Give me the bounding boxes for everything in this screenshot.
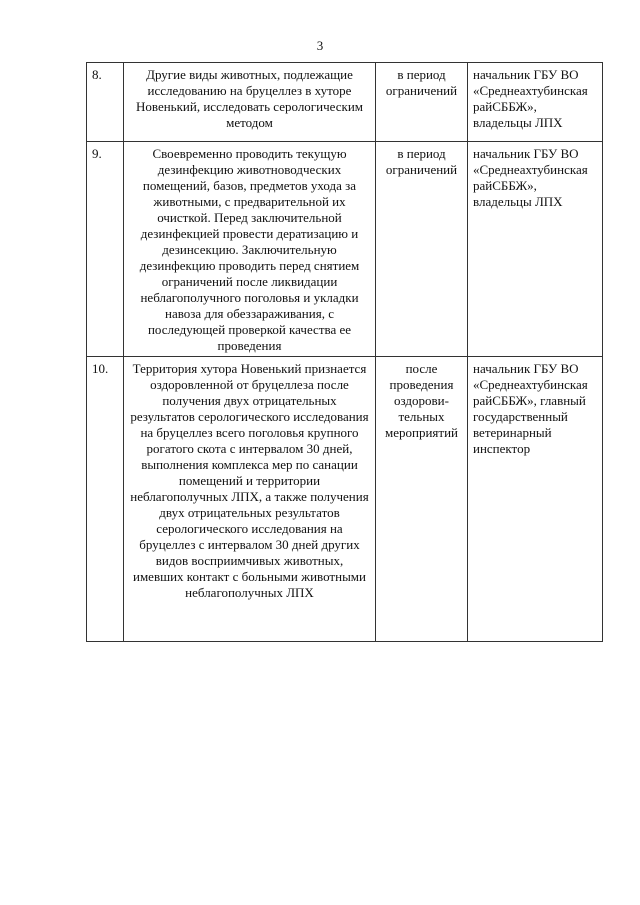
measure-responsible: начальник ГБУ ВО «Среднеахтубинская райСББЖ», главный государственный ветеринарный инспектор <box>468 357 603 642</box>
measure-description: Другие виды животных, подлежащие исследованию на бруцеллез в хуторе Новенький, исследовать серологическим методом <box>124 63 376 142</box>
measure-term: после проведения оздорови-тельных мероприятий <box>376 357 468 642</box>
measures-table <box>86 62 603 642</box>
measure-responsible: начальник ГБУ ВО «Среднеахтубинская райСББЖ», владельцы ЛПХ <box>468 142 603 357</box>
table-row <box>87 142 603 357</box>
measure-term: в период ограничений <box>376 63 468 142</box>
row-number: 9. <box>87 142 124 357</box>
measure-description: Территория хутора Новенький признается оздоровленной от бруцеллеза после получения двух отрицательных результатов серологического исследования на бруцеллез всего поголовья крупного рогатого скота с интервалом 30 дней, выполнения комплекса мер по санации помещений и территории неблагополучных ЛПХ, а также получения двух отрицательных результатов серологического исследования на бруцеллез с интервалом 30 дней других видов восприимчивых животных, имевших контакт с больными животными неблагополучных ЛПХ <box>124 357 376 642</box>
page-number: 3 <box>316 38 324 53</box>
row-number: 10. <box>87 357 124 642</box>
measure-term: в период ограничений <box>376 142 468 357</box>
measure-responsible: начальник ГБУ ВО «Среднеахтубинская райСББЖ», владельцы ЛПХ <box>468 63 603 142</box>
table-row <box>87 63 603 142</box>
row-number: 8. <box>87 63 124 142</box>
table-row <box>87 357 603 642</box>
measure-description: Своевременно проводить текущую дезинфекцию животноводческих помещений, базов, предметов ухода за животными, с предварительной их очисткой. Перед заключительной дезинфекцией провести дератизацию и дезинсекцию. Заключительную дезинфекцию проводить перед снятием ограничений после ликвидации неблагополучного поголовья и укладки навоза для обеззараживания, с последующей проверкой качества ее проведения <box>124 142 376 357</box>
